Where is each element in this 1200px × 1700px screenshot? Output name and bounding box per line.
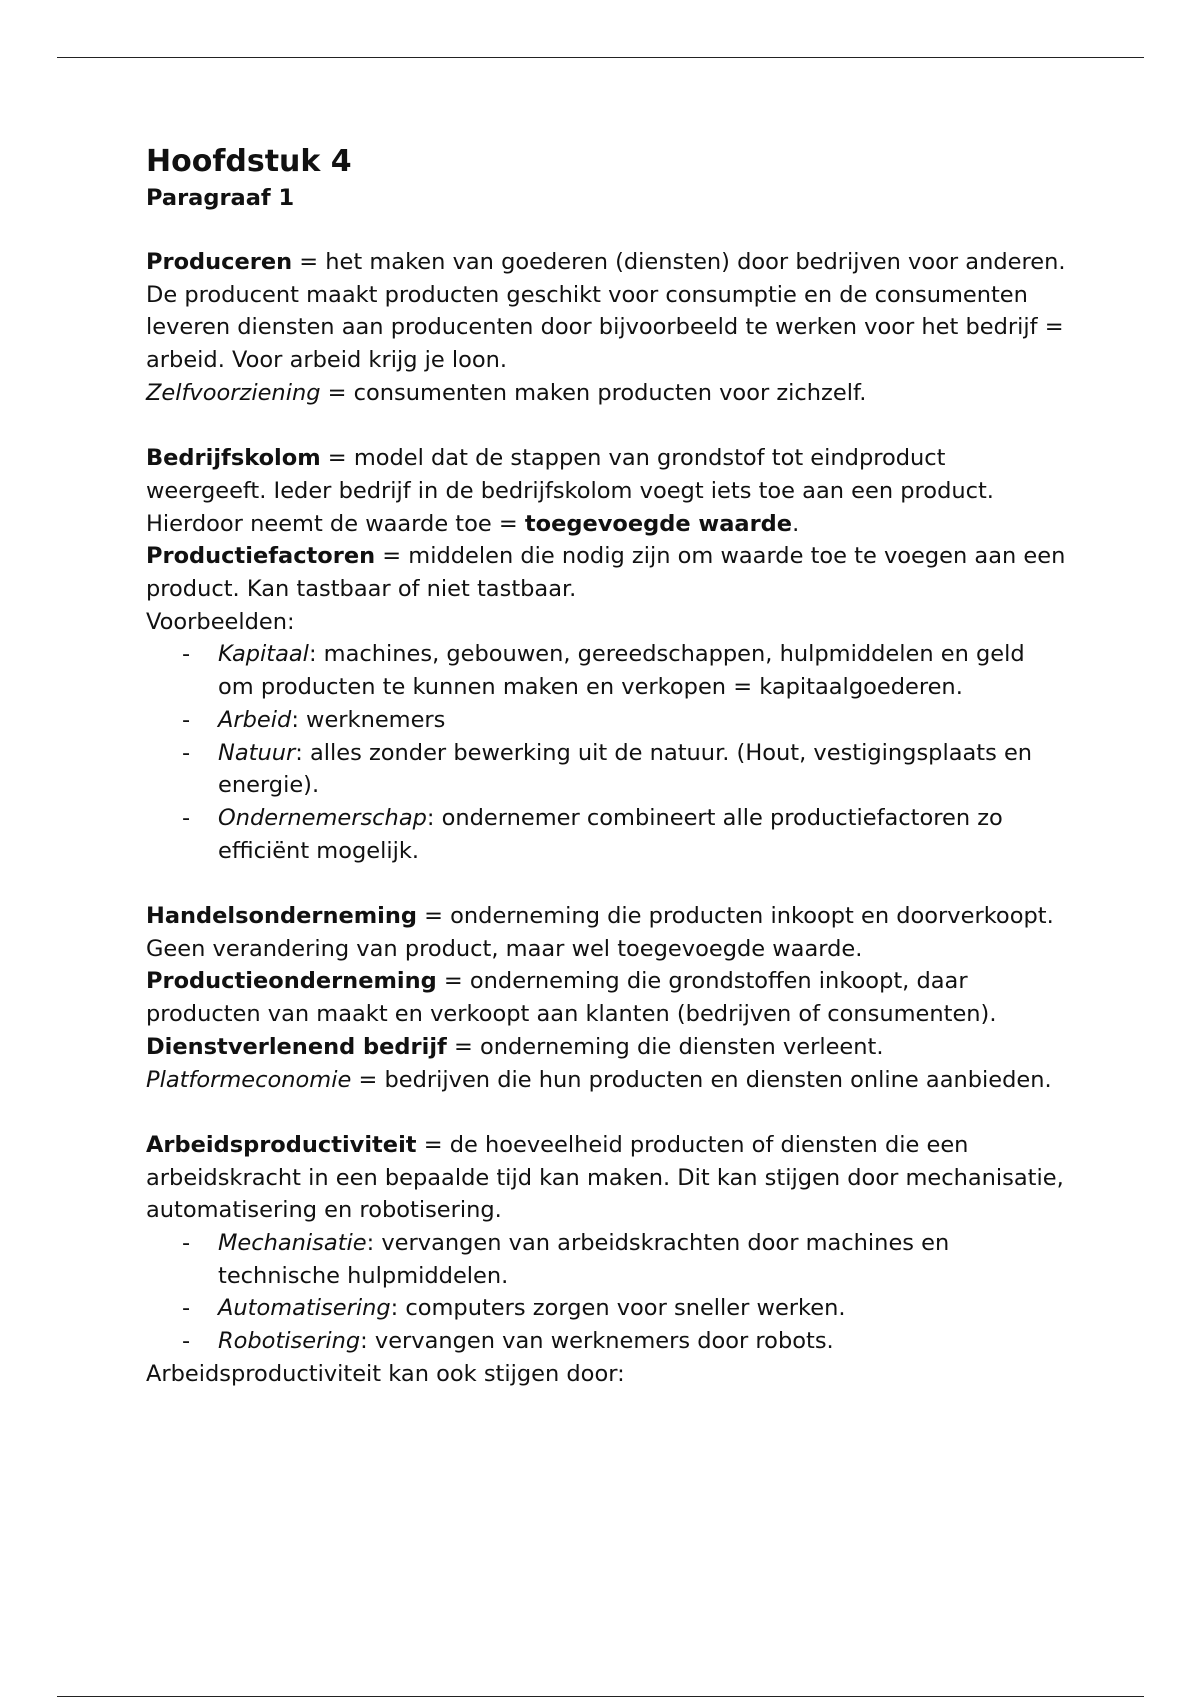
term-platformeconomie: Platformeconomie bbox=[146, 1066, 352, 1093]
list-item bbox=[146, 638, 1066, 703]
text-productieonderneming: = onderneming die grondstoffen inkoopt, daar producten van maakt en verkoopt aan klanten (bedrijven of consumenten). bbox=[146, 968, 997, 1028]
list-item-term: Natuur bbox=[218, 739, 296, 766]
definition-productiefactoren bbox=[146, 540, 1066, 605]
spacer bbox=[146, 867, 1066, 900]
list-item-term: Arbeid bbox=[218, 706, 292, 733]
text-dienstverlenend-bedrijf: = onderneming die diensten verleent. bbox=[446, 1033, 884, 1060]
stijging-list bbox=[146, 1227, 1066, 1358]
text-productiefactoren: = middelen die nodig zijn om waarde toe te voegen aan een product. Kan tastbaar of niet tastbaar. bbox=[146, 543, 1066, 603]
list-item-text: : computers zorgen voor sneller werken. bbox=[390, 1295, 846, 1322]
list-item-text: : machines, gebouwen, gereedschappen, hulpmiddelen en geld om producten te kunnen maken en verkopen = kapitaalgoederen. bbox=[218, 641, 1025, 701]
list-item bbox=[146, 737, 1066, 802]
term-productiefactoren: Productiefactoren bbox=[146, 543, 376, 570]
term-zelfvoorziening: Zelfvoorziening bbox=[146, 379, 321, 406]
productiefactoren-list bbox=[146, 638, 1066, 867]
list-item bbox=[146, 802, 1066, 867]
paragraph-heading: Paragraaf 1 bbox=[146, 185, 295, 211]
text-arbeidsproductiviteit: = de hoeveelheid producten of diensten die een arbeidskracht in een bepaalde tijd kan maken. Dit kan stijgen door mechanisatie, automatisering en robotisering. bbox=[146, 1131, 1064, 1224]
list-item bbox=[146, 1227, 1066, 1292]
list-item-text: : alles zonder bewerking uit de natuur. (Hout, vestigingsplaats en energie). bbox=[218, 739, 1033, 799]
chapter-heading: Hoofdstuk 4 bbox=[146, 144, 352, 179]
voorbeelden-label: Voorbeelden: bbox=[146, 608, 295, 635]
definition-arbeidsproductiviteit bbox=[146, 1129, 1066, 1227]
text-zelfvoorziening: = consumenten maken producten voor zichzelf. bbox=[320, 379, 867, 406]
list-item-term: Kapitaal bbox=[218, 641, 309, 668]
term-bedrijfskolom: Bedrijfskolom bbox=[146, 445, 321, 472]
spacer bbox=[146, 410, 1066, 443]
list-item bbox=[146, 704, 1066, 737]
list-item-term: Mechanisatie bbox=[218, 1230, 367, 1257]
term-productieonderneming: Productieonderneming bbox=[146, 968, 437, 995]
closing-line: Arbeidsproductiviteit kan ook stijgen door: bbox=[146, 1360, 625, 1387]
bottom-rule bbox=[57, 1696, 1144, 1697]
list-item bbox=[146, 1325, 1066, 1358]
term-produceren: Produceren bbox=[146, 249, 293, 275]
list-item-text: : vervangen van arbeidskrachten door machines en technische hulpmiddelen. bbox=[218, 1230, 950, 1289]
definition-zelfvoorziening bbox=[146, 377, 1066, 410]
list-item-term: Automatisering bbox=[218, 1295, 391, 1322]
text-bedrijfskolom-tail: . bbox=[792, 510, 800, 537]
definition-platformeconomie bbox=[146, 1064, 1066, 1097]
document-body bbox=[146, 142, 1066, 1391]
term-handelsonderneming: Handelsonderneming bbox=[146, 903, 417, 930]
list-item-text: : vervangen van werknemers door robots. bbox=[360, 1328, 834, 1355]
term-dienstverlenend-bedrijf: Dienstverlenend bedrijf bbox=[146, 1033, 447, 1060]
list-item-term: Robotisering bbox=[218, 1328, 361, 1355]
list-item-text: : werknemers bbox=[291, 706, 446, 733]
list-item-text: : ondernemer combineert alle productiefactoren zo efficiënt mogelijk. bbox=[218, 804, 1003, 864]
spacer bbox=[146, 1096, 1066, 1129]
text-bedrijfskolom: = model dat de stappen van grondstof tot eindproduct weergeeft. Ieder bedrijf in de bedrijfskolom voegt iets toe aan een product. Hierdoor neemt de waarde toe = bbox=[146, 445, 994, 537]
list-item-term: Ondernemerschap bbox=[218, 804, 427, 831]
top-rule bbox=[57, 57, 1144, 58]
definition-handelsonderneming bbox=[146, 900, 1066, 965]
definition-bedrijfskolom bbox=[146, 442, 1066, 540]
text-produceren: = het maken van goederen (diensten) door bedrijven voor anderen. De producent maakt producten geschikt voor consumptie en de consumenten leveren diensten aan producenten door bijvoorbeeld te werken voor het bedrijf = arbeid. Voor arbeid krijg je loon. bbox=[146, 249, 1066, 374]
definition-dienstverlenend-bedrijf bbox=[146, 1031, 1066, 1064]
definition-produceren bbox=[146, 246, 1066, 377]
term-arbeidsproductiviteit: Arbeidsproductiviteit bbox=[146, 1131, 417, 1158]
text-handelsonderneming: = onderneming die producten inkoopt en doorverkoopt. Geen verandering van product, maar wel toegevoegde waarde. bbox=[146, 903, 1054, 962]
text-platformeconomie: = bedrijven die hun producten en diensten online aanbieden. bbox=[351, 1066, 1052, 1093]
list-item bbox=[146, 1292, 1066, 1325]
term-toegevoegde-waarde: toegevoegde waarde bbox=[524, 510, 793, 537]
definition-productieonderneming bbox=[146, 965, 1066, 1030]
